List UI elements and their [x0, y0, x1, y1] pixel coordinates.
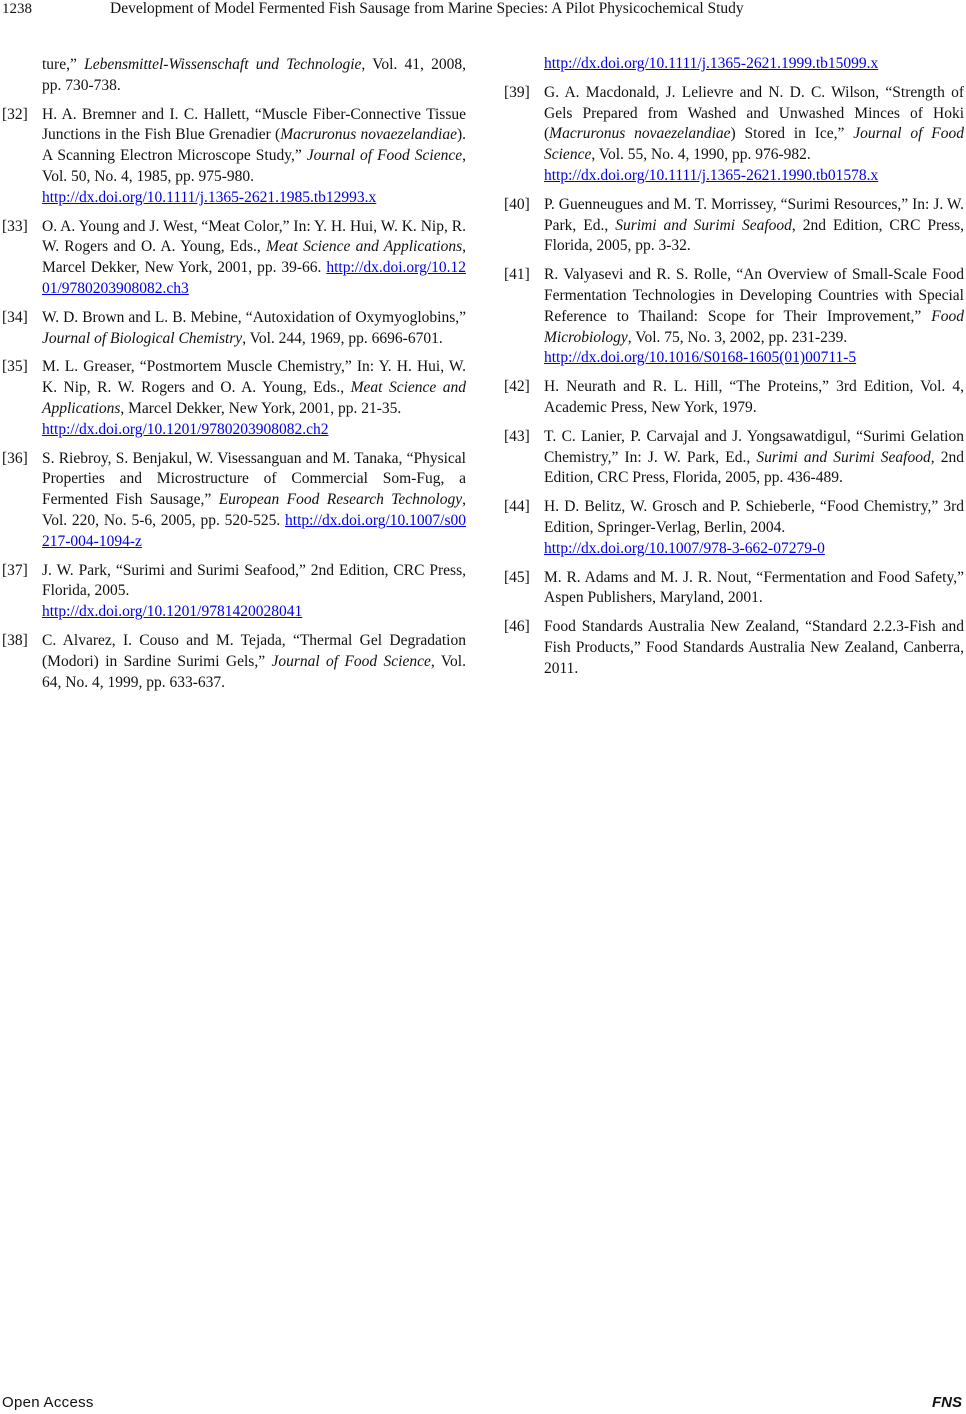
reference-text: H. D. Belitz, W. Grosch and P. Schieberle, “Food Chemistry,” 3rd Edition, Springer-Verlag, Berlin, 2004. http://dx.doi.org/10.1007/978-3-662-07279-0 [544, 498, 964, 557]
reference-45 [502, 568, 964, 610]
reference-text: ture,” Lebensmittel-Wissenschaft und Technologie, Vol. 41, 2008, pp. 730-738. [42, 56, 467, 94]
reference-number: [42] [504, 378, 530, 396]
reference-text: C. Alvarez, I. Couso and M. Tejada, “Thermal Gel Degradation (Modori) in Sardine Surimi Gels,” Journal of Food Science, Vol. 64, No. 4, 1999, pp. 633-637. [42, 631, 466, 691]
doi-link[interactable]: http://dx.doi.org/10.1007/s00217-004-1094-z [42, 511, 467, 550]
reference-text: M. R. Adams and M. J. R. Nout, “Fermentation and Food Safety,” Aspen Publishers, Maryland, 2001. [544, 568, 964, 607]
reference-text: H. A. Bremner and I. C. Hallett, “Muscle Fiber-Connective Tissue Junctions in the Fish Blue Grenadier (Macruronus novaezelandiae). A Scanning Electron Microscope Study,” Journal of Food Science, Vol. 50, No. 4, 1985, pp. 975-980. http://dx.doi.org/10.1111/j.1365-2621.1985.tb12993.x [42, 105, 467, 206]
reference-number: [43] [504, 427, 530, 445]
book-title: Meat Science and Applications [42, 379, 467, 417]
reference-text: P. Guenneugues and M. T. Morrissey, “Surimi Resources,” In: J. W. Park, Ed., Surimi and Surimi Seafood, 2nd Edition, CRC Press, Florida, 2005, pp. 3-32. [544, 195, 964, 255]
journal-title: Food Microbiology [544, 307, 965, 346]
reference-number: [39] [504, 83, 530, 101]
reference-number: [46] [504, 618, 530, 636]
reference-number: [38] [2, 631, 28, 649]
reference-text: O. A. Young and J. West, “Meat Color,” In: Y. H. Hui, W. K. Nip, R. W. Rogers and O. A. Young, Eds., Meat Science and Applications, Marcel Dekker, New York, 2001, pp. 39-66. http://dx.doi.org/10.1201/9780203908082.ch3 [42, 217, 466, 297]
footer-open-access: Open Access [2, 1394, 94, 1411]
book-title: Surimi and Surimi Seafood [756, 448, 931, 466]
journal-title: Journal of Biological Chemistry [42, 329, 243, 347]
book-title: Surimi and Surimi Seafood [615, 216, 792, 234]
doi-link[interactable]: http://dx.doi.org/10.1111/j.1365-2621.1999.tb15099.x [544, 55, 879, 72]
reference-37 [0, 561, 466, 623]
reference-continued [0, 55, 466, 97]
reference-number: [41] [504, 266, 530, 284]
doi-link[interactable]: http://dx.doi.org/10.1111/j.1365-2621.1985.tb12993.x [42, 188, 377, 206]
doi-link[interactable]: http://dx.doi.org/10.1016/S0168-1605(01)00711-5 [544, 349, 857, 367]
reference-text: T. C. Lanier, P. Carvajal and J. Yongsawatdigul, “Surimi Gelation Chemistry,” In: J. W. Park, Ed., Surimi and Surimi Seafood, 2nd Edition, CRC Press, Florida, 2005, pp. 436-489. [544, 427, 965, 487]
book-title: Meat Science and Applications [266, 238, 463, 256]
reference-35 [0, 357, 466, 440]
doi-link[interactable]: http://dx.doi.org/10.1007/978-3-662-07279-0 [544, 539, 825, 557]
reference-number: [32] [2, 105, 28, 123]
doi-link[interactable]: http://dx.doi.org/10.1201/9780203908082.ch2 [42, 420, 329, 438]
journal-title: European Food Research Technology [218, 491, 463, 509]
reference-number: [35] [2, 358, 28, 376]
doi-link[interactable]: http://dx.doi.org/10.1111/j.1365-2621.1990.tb01578.x [544, 166, 879, 184]
reference-34 [0, 308, 466, 350]
reference-33 [0, 217, 466, 300]
reference-number: [33] [2, 217, 28, 235]
journal-title: Journal of Food Science [306, 147, 463, 165]
reference-38 [0, 631, 466, 693]
reference-44 [502, 497, 964, 559]
reference-46 [502, 617, 964, 679]
reference-32 [0, 105, 466, 209]
reference-text: W. D. Brown and L. B. Mebine, “Autoxidation of Oxymyoglobins,” Journal of Biological Chemistry, Vol. 244, 1969, pp. 6696-6701. [42, 308, 466, 347]
reference-text: H. Neurath and R. L. Hill, “The Proteins,” 3rd Edition, Vol. 4, Academic Press, New York, 1979. [544, 378, 964, 416]
page-number: 1238 [2, 1, 32, 17]
reference-36 [0, 449, 466, 553]
reference-text: M. L. Greaser, “Postmortem Muscle Chemistry,” In: Y. H. Hui, W. K. Nip, R. W. Rogers and O. A. Young, Eds., Meat Science and Applications, Marcel Dekker, New York, 2001, pp. 21-35. http://dx.doi.org/10.1201/9780203908082.ch2 [42, 358, 467, 438]
reference-40 [502, 195, 964, 257]
doi-link[interactable]: http://dx.doi.org/10.1201/9781420028041 [42, 603, 303, 621]
reference-number: [37] [2, 561, 28, 579]
reference-number: [40] [504, 195, 530, 213]
footer-journal-abbrev: FNS [932, 1394, 962, 1411]
journal-title: Lebensmittel-Wissenschaft und Technologie [84, 56, 362, 73]
journal-title: Journal of Food Science [271, 652, 431, 670]
reference-43 [502, 427, 964, 489]
reference-42 [502, 377, 964, 419]
reference-39 [502, 83, 964, 187]
reference-number: [44] [504, 498, 530, 516]
reference-number: [36] [2, 449, 28, 467]
reference-text [544, 54, 964, 75]
reference-text: R. Valyasevi and R. S. Rolle, “An Overview of Small-Scale Food Fermentation Technologies in Developing Countries with Special Reference to Thailand: Scope for Their Improvement,” Food Microbiology, Vol. 75, No. 3, 2002, pp. 231-239. http://dx.doi.org/10.1016/S0168-1605(01)00711-5 [544, 266, 965, 367]
right-column [502, 54, 964, 688]
reference-text: Food Standards Australia New Zealand, “Standard 2.2.3-Fish and Fish Products,” Food Standards Australia New Zealand, Canberra, 2011. [544, 618, 964, 677]
reference-number: [34] [2, 308, 28, 326]
reference-text: G. A. Macdonald, J. Lelievre and N. D. C. Wilson, “Strength of Gels Prepared from Washed and Unwashed Minces of Hoki (Macruronus novaezelandiae) Stored in Ice,” Journal of Food Science, Vol. 55, No. 4, 1990, pp. 976-982. http://dx.doi.org/10.1111/j.1365-2621.1990.tb01578.x [544, 83, 964, 184]
reference-continued [502, 54, 964, 75]
reference-text: J. W. Park, “Surimi and Surimi Seafood,” 2nd Edition, CRC Press, Florida, 2005. http://dx.doi.org/10.1201/9781420028041 [42, 561, 466, 621]
journal-title: Journal of Food Science [544, 125, 964, 164]
reference-41 [502, 265, 964, 369]
reference-text: S. Riebroy, S. Benjakul, W. Visessanguan and M. Tanaka, “Physical Properties and Microstructure of Commercial Som-Fug, a Fermented Fish Sausage,” European Food Research Technology, Vol. 220, No. 5-6, 2005, pp. 520-525. http://dx.doi.org/10.1007/s00217-004-1094-z [42, 449, 467, 550]
left-column [0, 55, 466, 701]
reference-number: [45] [504, 568, 530, 586]
doi-link[interactable]: http://dx.doi.org/10.1201/9780203908082.ch3 [42, 259, 466, 297]
running-title: Development of Model Fermented Fish Sausage from Marine Species: A Pilot Physicochemical Study [110, 0, 744, 17]
